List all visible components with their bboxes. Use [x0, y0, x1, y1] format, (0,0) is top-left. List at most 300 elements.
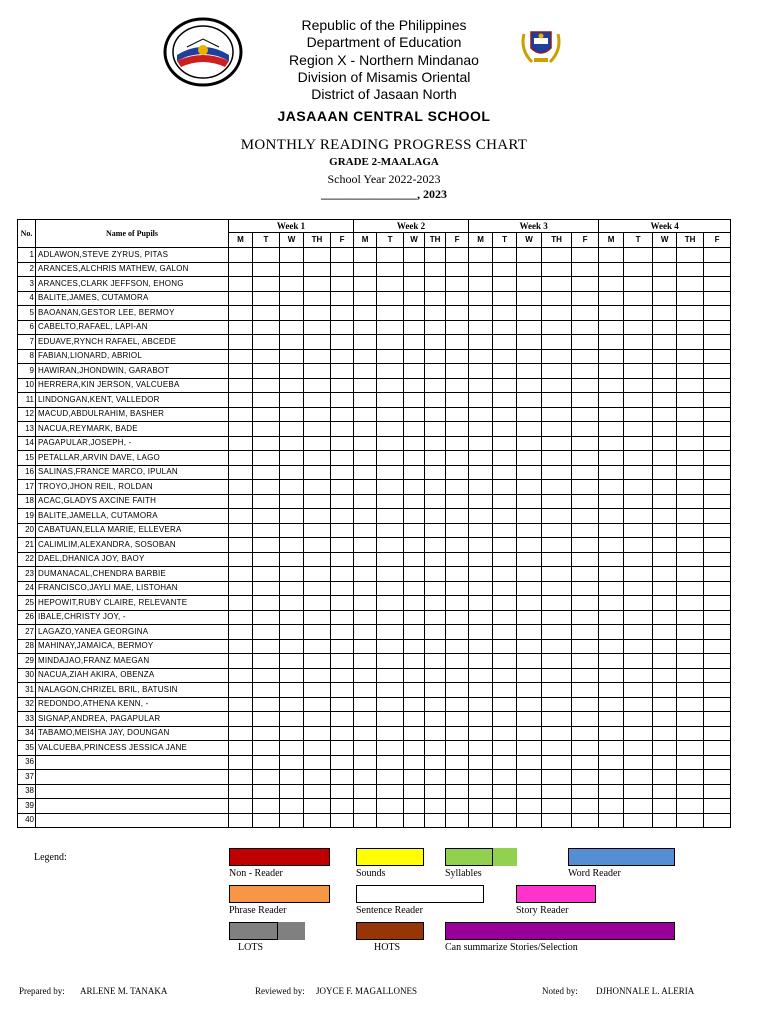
- progress-cell[interactable]: [354, 726, 377, 741]
- progress-cell[interactable]: [446, 407, 469, 422]
- progress-cell[interactable]: [425, 596, 446, 611]
- progress-cell[interactable]: [229, 291, 253, 306]
- progress-cell[interactable]: [377, 712, 404, 727]
- progress-cell[interactable]: [404, 741, 425, 756]
- progress-cell[interactable]: [704, 596, 731, 611]
- progress-cell[interactable]: [517, 625, 542, 640]
- progress-cell[interactable]: [229, 349, 253, 364]
- progress-cell[interactable]: [304, 277, 331, 292]
- progress-cell[interactable]: [425, 451, 446, 466]
- progress-cell[interactable]: [446, 523, 469, 538]
- progress-cell[interactable]: [653, 596, 677, 611]
- progress-cell[interactable]: [331, 364, 354, 379]
- progress-cell[interactable]: [572, 407, 599, 422]
- progress-cell[interactable]: [572, 494, 599, 509]
- progress-cell[interactable]: [542, 625, 572, 640]
- progress-cell[interactable]: [653, 610, 677, 625]
- progress-cell[interactable]: [653, 291, 677, 306]
- progress-cell[interactable]: [517, 422, 542, 437]
- pupil-name[interactable]: MINDAJAO,FRANZ MAEGAN: [36, 654, 229, 669]
- progress-cell[interactable]: [354, 639, 377, 654]
- progress-cell[interactable]: [446, 697, 469, 712]
- progress-cell[interactable]: [624, 494, 653, 509]
- progress-cell[interactable]: [253, 538, 280, 553]
- progress-cell[interactable]: [280, 320, 304, 335]
- progress-cell[interactable]: [677, 291, 704, 306]
- progress-cell[interactable]: [572, 567, 599, 582]
- progress-cell[interactable]: [425, 712, 446, 727]
- progress-cell[interactable]: [624, 683, 653, 698]
- progress-cell[interactable]: [599, 697, 624, 712]
- progress-cell[interactable]: [653, 451, 677, 466]
- progress-cell[interactable]: [354, 538, 377, 553]
- progress-cell[interactable]: [377, 335, 404, 350]
- progress-cell[interactable]: [404, 567, 425, 582]
- progress-cell[interactable]: [253, 480, 280, 495]
- progress-cell[interactable]: [377, 422, 404, 437]
- progress-cell[interactable]: [354, 320, 377, 335]
- progress-cell[interactable]: [229, 248, 253, 263]
- progress-cell[interactable]: [304, 494, 331, 509]
- progress-cell[interactable]: [331, 654, 354, 669]
- progress-cell[interactable]: [229, 784, 253, 799]
- progress-cell[interactable]: [493, 668, 517, 683]
- progress-cell[interactable]: [425, 393, 446, 408]
- progress-cell[interactable]: [354, 291, 377, 306]
- progress-cell[interactable]: [377, 291, 404, 306]
- progress-cell[interactable]: [517, 320, 542, 335]
- progress-cell[interactable]: [677, 610, 704, 625]
- progress-cell[interactable]: [331, 393, 354, 408]
- progress-cell[interactable]: [624, 262, 653, 277]
- progress-cell[interactable]: [377, 581, 404, 596]
- progress-cell[interactable]: [469, 364, 493, 379]
- progress-cell[interactable]: [653, 741, 677, 756]
- progress-cell[interactable]: [704, 610, 731, 625]
- progress-cell[interactable]: [599, 422, 624, 437]
- progress-cell[interactable]: [469, 494, 493, 509]
- progress-cell[interactable]: [280, 538, 304, 553]
- progress-cell[interactable]: [542, 538, 572, 553]
- progress-cell[interactable]: [493, 799, 517, 814]
- progress-cell[interactable]: [331, 697, 354, 712]
- progress-cell[interactable]: [624, 364, 653, 379]
- progress-cell[interactable]: [542, 451, 572, 466]
- progress-cell[interactable]: [304, 596, 331, 611]
- progress-cell[interactable]: [229, 393, 253, 408]
- progress-cell[interactable]: [653, 248, 677, 263]
- progress-cell[interactable]: [469, 277, 493, 292]
- progress-cell[interactable]: [677, 697, 704, 712]
- progress-cell[interactable]: [331, 625, 354, 640]
- progress-cell[interactable]: [229, 538, 253, 553]
- progress-cell[interactable]: [229, 567, 253, 582]
- progress-cell[interactable]: [599, 552, 624, 567]
- progress-cell[interactable]: [624, 436, 653, 451]
- progress-cell[interactable]: [599, 407, 624, 422]
- progress-cell[interactable]: [624, 799, 653, 814]
- pupil-name[interactable]: FRANCISCO,JAYLI MAE, LISTOHAN: [36, 581, 229, 596]
- progress-cell[interactable]: [253, 596, 280, 611]
- progress-cell[interactable]: [493, 625, 517, 640]
- progress-cell[interactable]: [280, 639, 304, 654]
- progress-cell[interactable]: [624, 320, 653, 335]
- progress-cell[interactable]: [704, 755, 731, 770]
- progress-cell[interactable]: [253, 581, 280, 596]
- progress-cell[interactable]: [446, 726, 469, 741]
- progress-cell[interactable]: [304, 639, 331, 654]
- progress-cell[interactable]: [572, 697, 599, 712]
- progress-cell[interactable]: [404, 465, 425, 480]
- progress-cell[interactable]: [354, 480, 377, 495]
- progress-cell[interactable]: [377, 262, 404, 277]
- progress-cell[interactable]: [377, 451, 404, 466]
- progress-cell[interactable]: [542, 596, 572, 611]
- progress-cell[interactable]: [331, 770, 354, 785]
- progress-cell[interactable]: [517, 306, 542, 321]
- progress-cell[interactable]: [517, 741, 542, 756]
- progress-cell[interactable]: [280, 668, 304, 683]
- progress-cell[interactable]: [280, 567, 304, 582]
- progress-cell[interactable]: [446, 320, 469, 335]
- progress-cell[interactable]: [493, 277, 517, 292]
- progress-cell[interactable]: [624, 712, 653, 727]
- progress-cell[interactable]: [572, 668, 599, 683]
- progress-cell[interactable]: [377, 277, 404, 292]
- progress-cell[interactable]: [624, 335, 653, 350]
- progress-cell[interactable]: [677, 306, 704, 321]
- progress-cell[interactable]: [653, 538, 677, 553]
- progress-cell[interactable]: [253, 451, 280, 466]
- progress-cell[interactable]: [404, 248, 425, 263]
- progress-cell[interactable]: [446, 436, 469, 451]
- progress-cell[interactable]: [493, 784, 517, 799]
- progress-cell[interactable]: [404, 335, 425, 350]
- progress-cell[interactable]: [704, 465, 731, 480]
- progress-cell[interactable]: [624, 422, 653, 437]
- progress-cell[interactable]: [354, 697, 377, 712]
- progress-cell[interactable]: [331, 726, 354, 741]
- progress-cell[interactable]: [704, 741, 731, 756]
- progress-cell[interactable]: [542, 697, 572, 712]
- progress-cell[interactable]: [253, 364, 280, 379]
- progress-cell[interactable]: [331, 262, 354, 277]
- progress-cell[interactable]: [280, 596, 304, 611]
- progress-cell[interactable]: [253, 262, 280, 277]
- progress-cell[interactable]: [331, 755, 354, 770]
- progress-cell[interactable]: [704, 567, 731, 582]
- progress-cell[interactable]: [354, 378, 377, 393]
- progress-cell[interactable]: [653, 683, 677, 698]
- progress-cell[interactable]: [377, 799, 404, 814]
- progress-cell[interactable]: [446, 784, 469, 799]
- pupil-name[interactable]: PAGAPULAR,JOSEPH, -: [36, 436, 229, 451]
- progress-cell[interactable]: [493, 654, 517, 669]
- progress-cell[interactable]: [599, 291, 624, 306]
- progress-cell[interactable]: [304, 480, 331, 495]
- progress-cell[interactable]: [542, 306, 572, 321]
- progress-cell[interactable]: [331, 494, 354, 509]
- pupil-name[interactable]: EDUAVE,RYNCH RAFAEL, ABCEDE: [36, 335, 229, 350]
- pupil-name[interactable]: BAOANAN,GESTOR LEE, BERMOY: [36, 306, 229, 321]
- progress-cell[interactable]: [599, 799, 624, 814]
- progress-cell[interactable]: [377, 639, 404, 654]
- progress-cell[interactable]: [253, 770, 280, 785]
- progress-cell[interactable]: [229, 654, 253, 669]
- progress-cell[interactable]: [331, 567, 354, 582]
- progress-cell[interactable]: [404, 784, 425, 799]
- progress-cell[interactable]: [704, 668, 731, 683]
- progress-cell[interactable]: [704, 625, 731, 640]
- progress-cell[interactable]: [517, 683, 542, 698]
- progress-cell[interactable]: [542, 799, 572, 814]
- progress-cell[interactable]: [354, 494, 377, 509]
- progress-cell[interactable]: [572, 581, 599, 596]
- progress-cell[interactable]: [493, 712, 517, 727]
- progress-cell[interactable]: [253, 697, 280, 712]
- progress-cell[interactable]: [572, 291, 599, 306]
- progress-cell[interactable]: [446, 770, 469, 785]
- progress-cell[interactable]: [425, 799, 446, 814]
- progress-cell[interactable]: [280, 610, 304, 625]
- progress-cell[interactable]: [572, 654, 599, 669]
- progress-cell[interactable]: [280, 291, 304, 306]
- progress-cell[interactable]: [572, 596, 599, 611]
- progress-cell[interactable]: [425, 378, 446, 393]
- progress-cell[interactable]: [677, 509, 704, 524]
- pupil-name[interactable]: PETALLAR,ARVIN DAVE, LAGO: [36, 451, 229, 466]
- progress-cell[interactable]: [624, 349, 653, 364]
- progress-cell[interactable]: [469, 581, 493, 596]
- progress-cell[interactable]: [624, 552, 653, 567]
- progress-cell[interactable]: [469, 770, 493, 785]
- progress-cell[interactable]: [354, 755, 377, 770]
- progress-cell[interactable]: [253, 407, 280, 422]
- progress-cell[interactable]: [304, 755, 331, 770]
- progress-cell[interactable]: [404, 770, 425, 785]
- progress-cell[interactable]: [304, 697, 331, 712]
- progress-cell[interactable]: [624, 567, 653, 582]
- progress-cell[interactable]: [517, 538, 542, 553]
- progress-cell[interactable]: [572, 813, 599, 828]
- pupil-name[interactable]: ACAC,GLADYS AXCINE FAITH: [36, 494, 229, 509]
- progress-cell[interactable]: [304, 523, 331, 538]
- progress-cell[interactable]: [229, 277, 253, 292]
- progress-cell[interactable]: [425, 509, 446, 524]
- progress-cell[interactable]: [446, 755, 469, 770]
- progress-cell[interactable]: [704, 639, 731, 654]
- progress-cell[interactable]: [624, 291, 653, 306]
- progress-cell[interactable]: [493, 248, 517, 263]
- progress-cell[interactable]: [469, 422, 493, 437]
- progress-cell[interactable]: [304, 262, 331, 277]
- progress-cell[interactable]: [704, 451, 731, 466]
- progress-cell[interactable]: [404, 813, 425, 828]
- progress-cell[interactable]: [517, 755, 542, 770]
- progress-cell[interactable]: [304, 335, 331, 350]
- progress-cell[interactable]: [704, 364, 731, 379]
- progress-cell[interactable]: [493, 610, 517, 625]
- progress-cell[interactable]: [542, 378, 572, 393]
- progress-cell[interactable]: [517, 393, 542, 408]
- progress-cell[interactable]: [653, 654, 677, 669]
- progress-cell[interactable]: [572, 755, 599, 770]
- progress-cell[interactable]: [572, 741, 599, 756]
- progress-cell[interactable]: [469, 538, 493, 553]
- progress-cell[interactable]: [469, 610, 493, 625]
- progress-cell[interactable]: [677, 364, 704, 379]
- pupil-name[interactable]: MAHINAY,JAMAICA, BERMOY: [36, 639, 229, 654]
- progress-cell[interactable]: [253, 277, 280, 292]
- progress-cell[interactable]: [304, 567, 331, 582]
- progress-cell[interactable]: [377, 610, 404, 625]
- progress-cell[interactable]: [253, 552, 280, 567]
- progress-cell[interactable]: [704, 248, 731, 263]
- progress-cell[interactable]: [404, 364, 425, 379]
- progress-cell[interactable]: [653, 755, 677, 770]
- progress-cell[interactable]: [354, 465, 377, 480]
- pupil-name[interactable]: ADLAWON,STEVE ZYRUS, PITAS: [36, 248, 229, 263]
- progress-cell[interactable]: [280, 799, 304, 814]
- progress-cell[interactable]: [599, 654, 624, 669]
- progress-cell[interactable]: [280, 248, 304, 263]
- progress-cell[interactable]: [404, 451, 425, 466]
- progress-cell[interactable]: [572, 349, 599, 364]
- pupil-name[interactable]: NACUA,REYMARK, BADE: [36, 422, 229, 437]
- progress-cell[interactable]: [331, 683, 354, 698]
- progress-cell[interactable]: [304, 422, 331, 437]
- progress-cell[interactable]: [377, 552, 404, 567]
- progress-cell[interactable]: [572, 639, 599, 654]
- progress-cell[interactable]: [493, 741, 517, 756]
- progress-cell[interactable]: [493, 567, 517, 582]
- progress-cell[interactable]: [517, 509, 542, 524]
- pupil-name[interactable]: VALCUEBA,PRINCESS JESSICA JANE: [36, 741, 229, 756]
- progress-cell[interactable]: [599, 668, 624, 683]
- progress-cell[interactable]: [517, 349, 542, 364]
- progress-cell[interactable]: [653, 799, 677, 814]
- progress-cell[interactable]: [677, 654, 704, 669]
- progress-cell[interactable]: [354, 277, 377, 292]
- progress-cell[interactable]: [517, 726, 542, 741]
- progress-cell[interactable]: [572, 799, 599, 814]
- pupil-name[interactable]: HERRERA,KIN JERSON, VALCUEBA: [36, 378, 229, 393]
- progress-cell[interactable]: [304, 378, 331, 393]
- progress-cell[interactable]: [304, 436, 331, 451]
- progress-cell[interactable]: [229, 552, 253, 567]
- progress-cell[interactable]: [653, 523, 677, 538]
- progress-cell[interactable]: [446, 509, 469, 524]
- progress-cell[interactable]: [517, 610, 542, 625]
- progress-cell[interactable]: [253, 639, 280, 654]
- progress-cell[interactable]: [354, 581, 377, 596]
- progress-cell[interactable]: [446, 610, 469, 625]
- progress-cell[interactable]: [572, 509, 599, 524]
- progress-cell[interactable]: [425, 306, 446, 321]
- pupil-name[interactable]: CABELTO,RAFAEL, LAPI-AN: [36, 320, 229, 335]
- progress-cell[interactable]: [354, 335, 377, 350]
- progress-cell[interactable]: [572, 335, 599, 350]
- progress-cell[interactable]: [624, 625, 653, 640]
- progress-cell[interactable]: [446, 494, 469, 509]
- progress-cell[interactable]: [253, 349, 280, 364]
- progress-cell[interactable]: [377, 407, 404, 422]
- progress-cell[interactable]: [446, 712, 469, 727]
- progress-cell[interactable]: [280, 277, 304, 292]
- progress-cell[interactable]: [404, 277, 425, 292]
- progress-cell[interactable]: [653, 422, 677, 437]
- progress-cell[interactable]: [229, 683, 253, 698]
- progress-cell[interactable]: [425, 581, 446, 596]
- progress-cell[interactable]: [304, 784, 331, 799]
- progress-cell[interactable]: [425, 277, 446, 292]
- pupil-name[interactable]: MACUD,ABDULRAHIM, BASHER: [36, 407, 229, 422]
- progress-cell[interactable]: [517, 451, 542, 466]
- progress-cell[interactable]: [653, 465, 677, 480]
- progress-cell[interactable]: [572, 726, 599, 741]
- progress-cell[interactable]: [377, 306, 404, 321]
- progress-cell[interactable]: [304, 393, 331, 408]
- progress-cell[interactable]: [493, 697, 517, 712]
- progress-cell[interactable]: [354, 552, 377, 567]
- progress-cell[interactable]: [677, 407, 704, 422]
- progress-cell[interactable]: [493, 407, 517, 422]
- progress-cell[interactable]: [253, 784, 280, 799]
- progress-cell[interactable]: [624, 770, 653, 785]
- progress-cell[interactable]: [253, 523, 280, 538]
- progress-cell[interactable]: [446, 378, 469, 393]
- progress-cell[interactable]: [677, 596, 704, 611]
- progress-cell[interactable]: [253, 422, 280, 437]
- progress-cell[interactable]: [599, 770, 624, 785]
- progress-cell[interactable]: [624, 393, 653, 408]
- progress-cell[interactable]: [446, 654, 469, 669]
- progress-cell[interactable]: [229, 320, 253, 335]
- progress-cell[interactable]: [229, 480, 253, 495]
- progress-cell[interactable]: [677, 320, 704, 335]
- progress-cell[interactable]: [377, 349, 404, 364]
- pupil-name[interactable]: [36, 813, 229, 828]
- progress-cell[interactable]: [331, 813, 354, 828]
- progress-cell[interactable]: [542, 509, 572, 524]
- progress-cell[interactable]: [354, 393, 377, 408]
- progress-cell[interactable]: [493, 523, 517, 538]
- progress-cell[interactable]: [599, 465, 624, 480]
- progress-cell[interactable]: [493, 378, 517, 393]
- progress-cell[interactable]: [542, 422, 572, 437]
- progress-cell[interactable]: [469, 378, 493, 393]
- progress-cell[interactable]: [304, 407, 331, 422]
- progress-cell[interactable]: [280, 683, 304, 698]
- progress-cell[interactable]: [229, 712, 253, 727]
- progress-cell[interactable]: [377, 784, 404, 799]
- progress-cell[interactable]: [331, 422, 354, 437]
- progress-cell[interactable]: [517, 770, 542, 785]
- progress-cell[interactable]: [354, 248, 377, 263]
- progress-cell[interactable]: [304, 683, 331, 698]
- progress-cell[interactable]: [377, 726, 404, 741]
- progress-cell[interactable]: [354, 407, 377, 422]
- progress-cell[interactable]: [517, 494, 542, 509]
- progress-cell[interactable]: [280, 509, 304, 524]
- progress-cell[interactable]: [280, 523, 304, 538]
- progress-cell[interactable]: [599, 581, 624, 596]
- progress-cell[interactable]: [446, 393, 469, 408]
- progress-cell[interactable]: [704, 335, 731, 350]
- progress-cell[interactable]: [542, 494, 572, 509]
- progress-cell[interactable]: [280, 422, 304, 437]
- progress-cell[interactable]: [653, 262, 677, 277]
